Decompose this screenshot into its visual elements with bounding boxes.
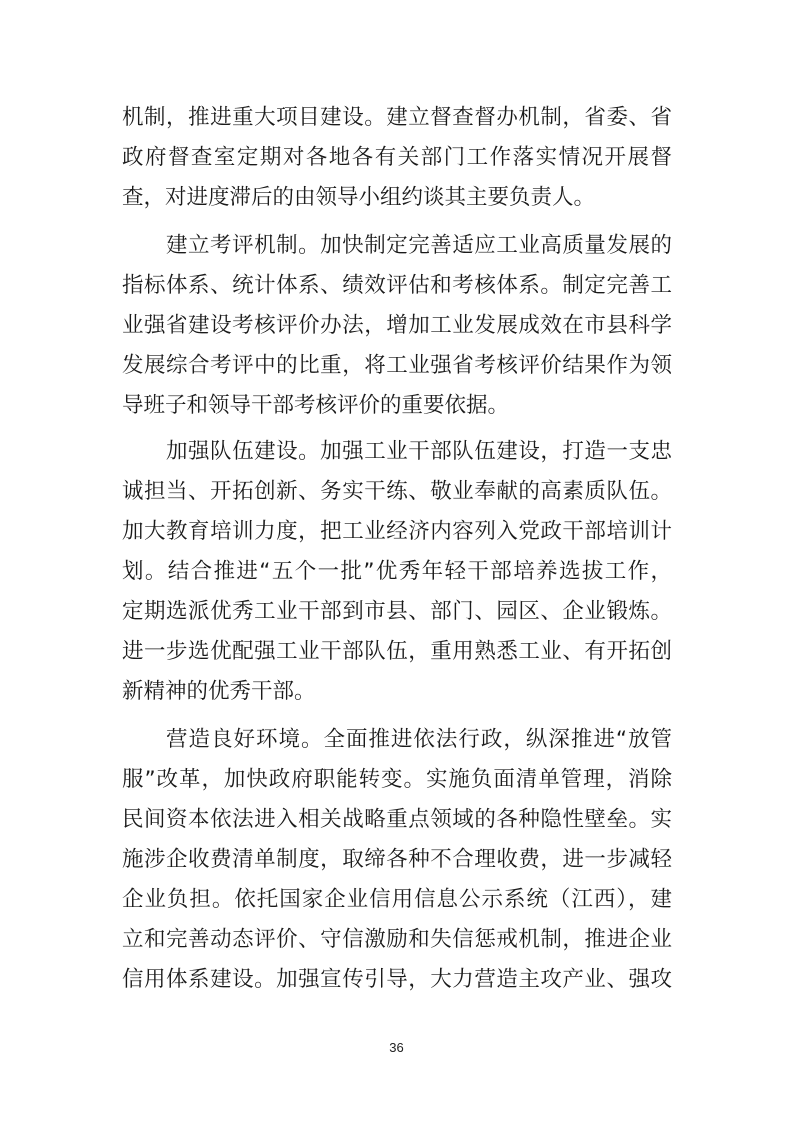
text-line: 企业负担。依托国家企业信用信息公示系统（江西），建	[122, 887, 672, 912]
text-line: 新精神的优秀干部。	[122, 679, 316, 704]
text-line: 政府督查室定期对各地各有关部门工作落实情况开展督	[122, 145, 672, 170]
text-line: 发展综合考评中的比重，将工业强省考核评价结果作为领	[122, 353, 672, 378]
text-line: 加大教育培训力度，把工业经济内容列入党政干部培训计	[122, 519, 672, 544]
text-line: 施涉企收费清单制度，取缔各种不合理收费，进一步减轻	[122, 847, 672, 872]
text-line: 服”改革，加快政府职能转变。实施负面清单管理，消除	[122, 767, 672, 792]
text-line: 机制，推进重大项目建设。建立督查督办机制，省委、省	[122, 105, 672, 130]
text-line: 查，对进度滞后的由领导小组约谈其主要负责人。	[122, 185, 596, 210]
page-number: 36	[389, 1040, 404, 1055]
text-line: 信用体系建设。加强宣传引导，大力营造主攻产业、强攻	[122, 967, 672, 992]
text-line: 导班子和领导干部考核评价的重要依据。	[122, 393, 510, 418]
text-line: 诚担当、开拓创新、务实干练、敬业奉献的高素质队伍。	[122, 479, 672, 504]
paragraph-first-line: 加强队伍建设。加强工业干部队伍建设，打造一支忠	[166, 439, 672, 464]
text-line: 指标体系、统计体系、绩效评估和考核体系。制定完善工	[122, 273, 672, 298]
text-line: 业强省建设考核评价办法，增加工业发展成效在市县科学	[122, 313, 672, 338]
text-line: 民间资本依法进入相关战略重点领域的各种隐性壁垒。实	[122, 807, 672, 832]
paragraph-first-line: 营造良好环境。全面推进依法行政，纵深推进“放管	[166, 727, 672, 752]
text-line: 划。结合推进“五个一批”优秀年轻干部培养选拔工作，	[122, 559, 672, 584]
text-line: 定期选派优秀工业干部到市县、部门、园区、企业锻炼。	[122, 599, 672, 624]
text-line: 进一步选优配强工业干部队伍，重用熟悉工业、有开拓创	[122, 639, 672, 664]
text-line: 立和完善动态评价、守信激励和失信惩戒机制，推进企业	[122, 927, 672, 952]
paragraph-first-line: 建立考评机制。加快制定完善适应工业高质量发展的	[166, 233, 672, 258]
